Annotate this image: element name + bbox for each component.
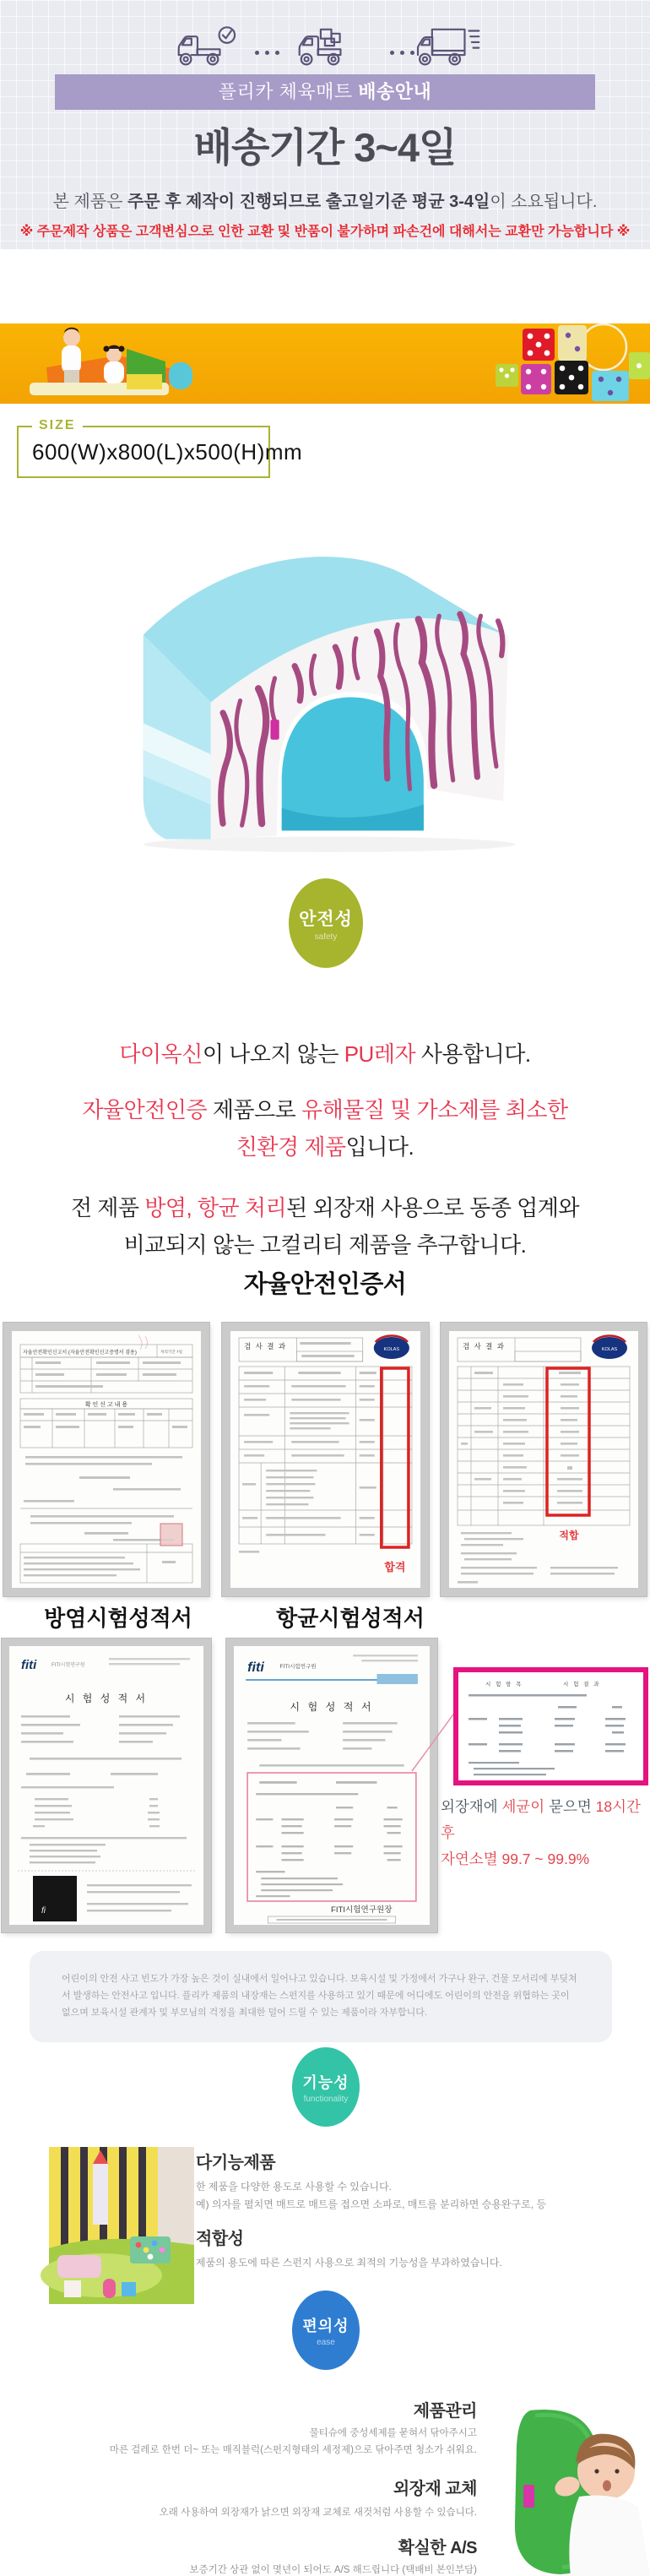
- size-value: 600(W)x800(L)x500(H)mm: [32, 439, 303, 465]
- child-with-block-photo: [479, 2404, 650, 2576]
- multifunction-heading: 다기능제품: [196, 2154, 276, 2172]
- flame-cert-heading: 방염시험성적서: [44, 1606, 192, 1631]
- as-line: 보증기간 상관 없이 몇년이 되어도 A/S 해드립니다 (택배비 본인부담): [189, 2565, 477, 2575]
- result-callout-box: [453, 1667, 648, 1785]
- check-circle-icon: [219, 27, 235, 42]
- cover-replace-line: 오래 사용하여 외장재가 낡으면 외장재 교체로 새것처럼 사용할 수 있습니다.: [159, 2508, 477, 2518]
- truck-shipping-icon: [414, 22, 485, 79]
- as-heading: 확실한 A/S: [398, 2539, 477, 2557]
- delivery-banner: [55, 74, 595, 110]
- dots-separator-icon: [255, 51, 279, 55]
- functionality-badge: 기능성 functionality: [292, 2047, 360, 2127]
- cover-replace-heading: 외장재 교체: [393, 2480, 477, 2498]
- kids-playset-photo: [0, 323, 219, 404]
- suitability-heading: 적합성: [196, 2230, 244, 2248]
- svg-text:FITI시험연구원: FITI시험연구원: [279, 1664, 317, 1670]
- flame-test-report-doc: [2, 1639, 211, 1932]
- fiti-logo: fiti: [247, 1660, 264, 1675]
- delivery-warning: ※ 주문제작 상품은 고객변심으로 인한 교환 및 반품이 불가하며 파손건에 대해서는 교환만 가능합니다 ※: [19, 225, 631, 239]
- anti-test-report-doc: [226, 1639, 437, 1932]
- delivery-banner-text: 플리카 체육매트: [218, 81, 359, 102]
- delivery-title: 배송기간 3~4일: [193, 125, 457, 170]
- care-line2: 마른 걸레로 한번 더~ 또는 매직블럭(스펀지형태의 세정제)으로 닦아주면 청소가 쉬워요.: [109, 2445, 477, 2455]
- playroom-photo: [49, 2147, 194, 2304]
- dots-separator-icon: [390, 51, 414, 55]
- callout-caption: 외장재에 세균이 묻으면 18시간 후 자연소멸 99.7 ~ 99.9%: [441, 1798, 641, 1867]
- safety-statement-2b: 친환경 제품입니다.: [236, 1134, 414, 1160]
- cert-doc-inspection-pass: [222, 1323, 429, 1596]
- speed-lines-icon: [469, 30, 479, 47]
- svg-text:시 험 결 과: 시 험 결 과: [563, 1682, 601, 1687]
- safety-notice-box: 어린이의 안전 사고 빈도가 가장 높은 것이 실내에서 일어나고 있습니다. 보육시설 및 가정에서 가구나 완구, 건물 모서리에 부딪쳐서 발생하는 안전사고 입니다. 플리카 제품의 내장재는 스펀지를 사용하고 있기 때문에 어디에도 어린이의 안전을 위협하는 곳이 없으며 보육시설 관계자 및 부모님의 걱정을 최대한 덜어 드릴 수 있는 제품이라 자부합니다.: [30, 1951, 612, 2042]
- suitability-line: 제품의 용도에 따른 스펀지 사용으로 최적의 기능성을 부과하였습니다.: [196, 2257, 502, 2269]
- safety-statement-1: 다이옥신이 나오지 않는 PU레자 사용합니다.: [119, 1041, 531, 1067]
- svg-text:KOLAS: KOLAS: [383, 1347, 400, 1352]
- svg-text:검 사 결 과: 검 사 결 과: [244, 1342, 287, 1350]
- fiti-web-band: [376, 1674, 417, 1684]
- brand-tag: [523, 2485, 534, 2508]
- svg-text:시 험 성 적 서: 시 험 성 적 서: [290, 1701, 374, 1713]
- svg-text:fi: fi: [41, 1906, 46, 1916]
- svg-text:자율안전확인신고서 (자율안전확인신고증명서 겸용): 자율안전확인신고서 (자율안전확인신고증명서 겸용): [23, 1350, 137, 1356]
- delivery-section: [0, 0, 650, 249]
- redacted-stamp: [33, 1876, 77, 1921]
- dice-blocks-photo: [494, 323, 650, 404]
- convenience-badge: 편의성 ease: [292, 2291, 360, 2370]
- multifunction-line2: 예) 의자를 펼치면 매트로 매트를 접으면 소파로, 매트를 분리하면 승용완구로, 등: [196, 2198, 546, 2210]
- care-heading: 제품관리: [413, 2402, 477, 2421]
- delivery-banner-bold: 배송안내: [358, 81, 432, 102]
- svg-text:FITI시험연구원: FITI시험연구원: [51, 1663, 85, 1668]
- magnified-region-outline: [247, 1773, 416, 1901]
- svg-text:FITI시험연구원장: FITI시험연구원장: [331, 1905, 393, 1915]
- suitable-text: 적합: [559, 1530, 579, 1541]
- callout-connector-line: [409, 1702, 460, 1778]
- delivery-desc: 본 제품은 주문 후 제작이 진행되므로 출고일기준 평균 3-4일이 소요됩니다.: [52, 193, 598, 211]
- safety-badge: 안전성 safety: [289, 878, 363, 968]
- fiti-logo: fiti: [21, 1658, 37, 1672]
- svg-text:확 인 신 고 내 용: 확 인 신 고 내 용: [84, 1402, 128, 1408]
- size-box: [17, 418, 303, 478]
- cert-doc-inspection-suitable: [441, 1323, 647, 1596]
- brand-tag: [270, 720, 279, 740]
- red-stamp: [160, 1524, 182, 1546]
- pass-text: 합격: [384, 1561, 406, 1573]
- cert-doc-declaration: [3, 1323, 209, 1596]
- svg-text:KOLAS: KOLAS: [601, 1347, 618, 1352]
- cert-heading: 자율안전인증서: [243, 1271, 407, 1298]
- care-line1: 물티슈에 중성세제를 묻혀서 닦아주시고: [309, 2428, 477, 2438]
- highlight-rect: [382, 1368, 409, 1547]
- anti-cert-heading: 항균시험성적서: [276, 1606, 425, 1631]
- svg-text:처리기간 7일: 처리기간 7일: [160, 1350, 183, 1354]
- product-photo-arch-mat: [114, 507, 536, 853]
- multifunction-line1: 한 제품을 다양한 용도로 사용할 수 있습니다.: [196, 2181, 392, 2193]
- svg-text:시 험 성 적 서: 시 험 성 적 서: [64, 1693, 149, 1704]
- safety-statement-2a: 자율안전인증 제품으로 유해물질 및 가소제를 최소한: [82, 1097, 568, 1122]
- safety-statement-3b: 비교되지 않는 고컬리티 제품을 추구합니다.: [123, 1232, 527, 1258]
- safety-statement-3a: 전 제품 방염, 항균 처리된 외장재 사용으로 동종 업계와: [70, 1195, 580, 1220]
- truck-order-icon: [173, 22, 244, 79]
- brand-banner: [0, 323, 650, 404]
- size-label: SIZE: [32, 418, 83, 433]
- truck-loading-icon: [294, 22, 365, 79]
- svg-text:시 험 항 목: 시 험 항 목: [485, 1682, 523, 1687]
- svg-text:검 사 결 과: 검 사 결 과: [463, 1342, 506, 1350]
